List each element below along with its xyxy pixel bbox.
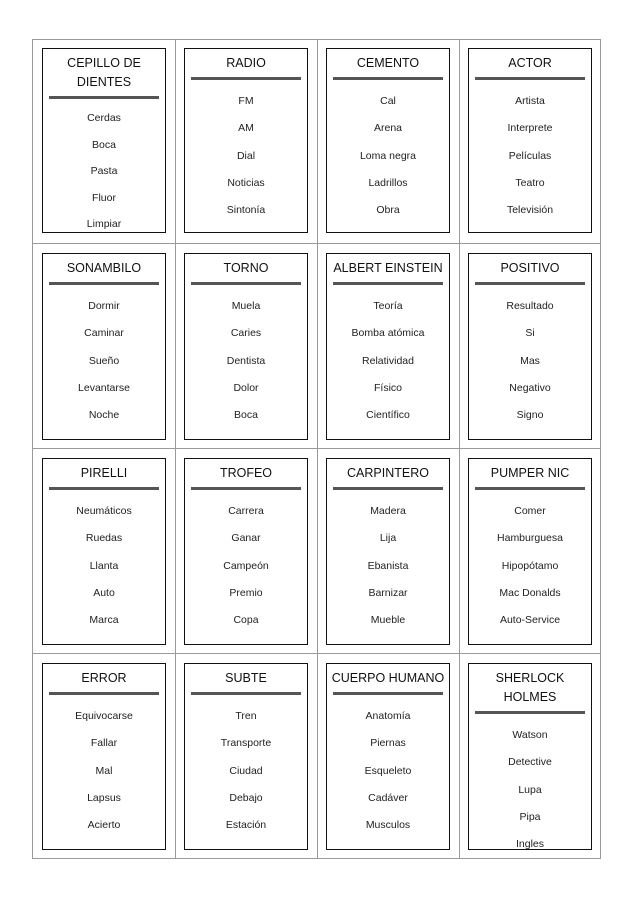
forbidden-word: Cerdas bbox=[87, 112, 121, 124]
forbidden-word: Barnizar bbox=[368, 586, 408, 599]
word-card bbox=[468, 663, 592, 850]
forbidden-word-list bbox=[43, 703, 165, 839]
forbidden-word: Si bbox=[525, 327, 535, 340]
forbidden-word: Caries bbox=[230, 327, 262, 340]
title-underline bbox=[49, 692, 159, 695]
word-card bbox=[326, 458, 450, 645]
forbidden-word-list bbox=[43, 105, 165, 238]
forbidden-word: Fallar bbox=[90, 737, 118, 750]
forbidden-word: Anatomía bbox=[365, 710, 411, 722]
forbidden-word: Dentista bbox=[226, 354, 266, 367]
card-title: CEPILLO DE DIENTES bbox=[67, 56, 141, 89]
word-card bbox=[326, 48, 450, 233]
grid-divider bbox=[33, 243, 600, 244]
forbidden-word: Fluor bbox=[92, 191, 116, 204]
forbidden-word: Detective bbox=[508, 756, 552, 769]
word-card bbox=[184, 253, 308, 440]
card-title: RADIO bbox=[226, 56, 266, 70]
forbidden-word: Premio bbox=[229, 586, 263, 599]
forbidden-word: Watson bbox=[512, 729, 548, 741]
title-underline bbox=[191, 282, 301, 285]
title-underline bbox=[191, 692, 301, 695]
forbidden-word: Ladrillos bbox=[368, 176, 408, 189]
forbidden-word: Cal bbox=[380, 95, 396, 107]
word-card bbox=[326, 663, 450, 850]
card-title: ERROR bbox=[81, 671, 127, 685]
forbidden-word: Lupa bbox=[518, 783, 542, 796]
forbidden-word: Acierto bbox=[87, 819, 121, 832]
forbidden-word: Carrera bbox=[228, 505, 264, 517]
card-title: CEMENTO bbox=[356, 56, 420, 70]
forbidden-word: Auto bbox=[93, 586, 115, 599]
word-card bbox=[468, 253, 592, 440]
forbidden-word: Sintonía bbox=[226, 204, 266, 217]
card-title: POSITIVO bbox=[500, 261, 560, 275]
word-card bbox=[42, 48, 166, 233]
forbidden-word: Auto-Service bbox=[499, 614, 561, 627]
title-underline bbox=[333, 692, 443, 695]
word-card bbox=[468, 48, 592, 233]
forbidden-word: Caminar bbox=[84, 327, 124, 340]
forbidden-word: FM bbox=[238, 95, 254, 107]
forbidden-word: Musculos bbox=[365, 819, 411, 832]
forbidden-word: Artista bbox=[515, 95, 545, 107]
forbidden-word: Noticias bbox=[227, 176, 265, 189]
card-title: TORNO bbox=[223, 261, 269, 275]
card-title: ACTOR bbox=[508, 56, 552, 70]
forbidden-word: Mal bbox=[95, 764, 113, 777]
forbidden-word: Físico bbox=[373, 381, 402, 394]
forbidden-word-list bbox=[469, 498, 591, 634]
card-title: SUBTE bbox=[225, 671, 267, 685]
forbidden-word: Piernas bbox=[370, 737, 406, 750]
forbidden-word: Cadáver bbox=[368, 791, 408, 804]
forbidden-word: Relatividad bbox=[362, 354, 414, 367]
card-title: SONAMBILO bbox=[66, 261, 142, 275]
forbidden-word: Llanta bbox=[89, 559, 119, 572]
card-title: PIRELLI bbox=[80, 466, 128, 480]
title-underline bbox=[49, 96, 159, 99]
forbidden-word: Debajo bbox=[229, 791, 263, 804]
forbidden-word: Mac Donalds bbox=[499, 586, 561, 599]
forbidden-word-list bbox=[469, 293, 591, 429]
card-title: CARPINTERO bbox=[347, 466, 429, 480]
grid-divider bbox=[317, 40, 318, 858]
forbidden-word-list bbox=[185, 293, 307, 429]
forbidden-word-list bbox=[185, 703, 307, 839]
card-title: TROFEO bbox=[219, 466, 273, 480]
forbidden-word: Boca bbox=[234, 409, 258, 422]
forbidden-word: Boca bbox=[92, 138, 116, 151]
forbidden-word: Copa bbox=[233, 614, 259, 627]
forbidden-word: Ruedas bbox=[85, 532, 123, 545]
forbidden-word: Tren bbox=[235, 710, 257, 722]
title-underline bbox=[49, 487, 159, 490]
forbidden-word: Dial bbox=[236, 149, 256, 162]
forbidden-word: Ganar bbox=[231, 532, 261, 545]
title-underline bbox=[475, 487, 585, 490]
forbidden-word-list bbox=[43, 293, 165, 429]
word-card bbox=[184, 663, 308, 850]
forbidden-word: AM bbox=[238, 122, 254, 135]
forbidden-word: Ciudad bbox=[229, 764, 263, 777]
forbidden-word: Dormir bbox=[88, 300, 120, 312]
forbidden-word: Negativo bbox=[509, 381, 551, 394]
forbidden-word: Lija bbox=[379, 532, 397, 545]
card-title: PUMPER NIC bbox=[490, 466, 570, 480]
forbidden-word-list bbox=[185, 498, 307, 634]
grid-divider bbox=[459, 40, 460, 858]
title-underline bbox=[475, 77, 585, 80]
forbidden-word: Noche bbox=[88, 409, 120, 422]
word-card bbox=[42, 458, 166, 645]
forbidden-word: Arena bbox=[373, 122, 403, 135]
forbidden-word: Interprete bbox=[507, 122, 553, 135]
word-card bbox=[326, 253, 450, 440]
title-underline bbox=[191, 77, 301, 80]
forbidden-word: Esqueleto bbox=[364, 764, 412, 777]
title-underline bbox=[191, 487, 301, 490]
forbidden-word: Transporte bbox=[220, 737, 272, 750]
forbidden-word: Dolor bbox=[233, 381, 259, 394]
forbidden-word: Estación bbox=[225, 819, 267, 832]
forbidden-word: Hipopótamo bbox=[501, 559, 559, 572]
word-card bbox=[184, 48, 308, 233]
forbidden-word: Películas bbox=[508, 149, 552, 162]
forbidden-word: Limpiar bbox=[86, 218, 122, 230]
forbidden-word: Bomba atómica bbox=[351, 327, 425, 340]
forbidden-word: Muela bbox=[231, 300, 261, 312]
forbidden-word: Ebanista bbox=[367, 559, 409, 572]
title-underline bbox=[475, 282, 585, 285]
forbidden-word: Mas bbox=[520, 354, 540, 367]
forbidden-word: Teatro bbox=[515, 176, 545, 189]
forbidden-word: Marca bbox=[89, 614, 119, 627]
title-underline bbox=[475, 711, 585, 714]
grid-divider bbox=[33, 653, 600, 654]
forbidden-word: Comer bbox=[514, 505, 546, 517]
forbidden-word: Sueño bbox=[88, 354, 120, 367]
grid-divider bbox=[175, 40, 176, 858]
forbidden-word-list bbox=[43, 498, 165, 634]
forbidden-word: Teoría bbox=[373, 300, 403, 312]
forbidden-word: Científico bbox=[366, 409, 410, 422]
word-card bbox=[468, 458, 592, 645]
forbidden-word: Obra bbox=[376, 204, 400, 217]
forbidden-word: Levantarse bbox=[78, 381, 130, 394]
title-underline bbox=[333, 282, 443, 285]
forbidden-word-list bbox=[327, 88, 449, 224]
word-card bbox=[184, 458, 308, 645]
card-title: ALBERT EINSTEIN bbox=[333, 261, 443, 275]
title-underline bbox=[49, 282, 159, 285]
grid-divider bbox=[33, 448, 600, 449]
forbidden-word: Ingles bbox=[515, 838, 545, 851]
word-card bbox=[42, 253, 166, 440]
forbidden-word-list bbox=[327, 498, 449, 634]
forbidden-word: Loma negra bbox=[359, 149, 417, 162]
word-card bbox=[42, 663, 166, 850]
forbidden-word: Neumáticos bbox=[76, 505, 132, 517]
title-underline bbox=[333, 77, 443, 80]
forbidden-word: Televisión bbox=[506, 204, 554, 217]
forbidden-word: Lapsus bbox=[87, 791, 121, 804]
forbidden-word: Signo bbox=[516, 409, 544, 422]
card-title: CUERPO HUMANO bbox=[331, 671, 445, 685]
forbidden-word: Campeón bbox=[223, 559, 269, 572]
forbidden-word-list bbox=[327, 703, 449, 839]
forbidden-word: Madera bbox=[370, 505, 406, 517]
forbidden-word: Hamburguesa bbox=[497, 532, 563, 545]
forbidden-word-list bbox=[327, 293, 449, 429]
forbidden-word: Pasta bbox=[90, 165, 118, 177]
forbidden-word: Resultado bbox=[506, 300, 554, 312]
forbidden-word: Equivocarse bbox=[75, 710, 133, 722]
forbidden-word-list bbox=[469, 88, 591, 224]
forbidden-word-list bbox=[185, 88, 307, 224]
forbidden-word: Pipa bbox=[519, 810, 541, 823]
card-title: SHERLOCK HOLMES bbox=[495, 671, 565, 704]
forbidden-word-list bbox=[469, 722, 591, 858]
title-underline bbox=[333, 487, 443, 490]
forbidden-word: Mueble bbox=[370, 614, 406, 627]
